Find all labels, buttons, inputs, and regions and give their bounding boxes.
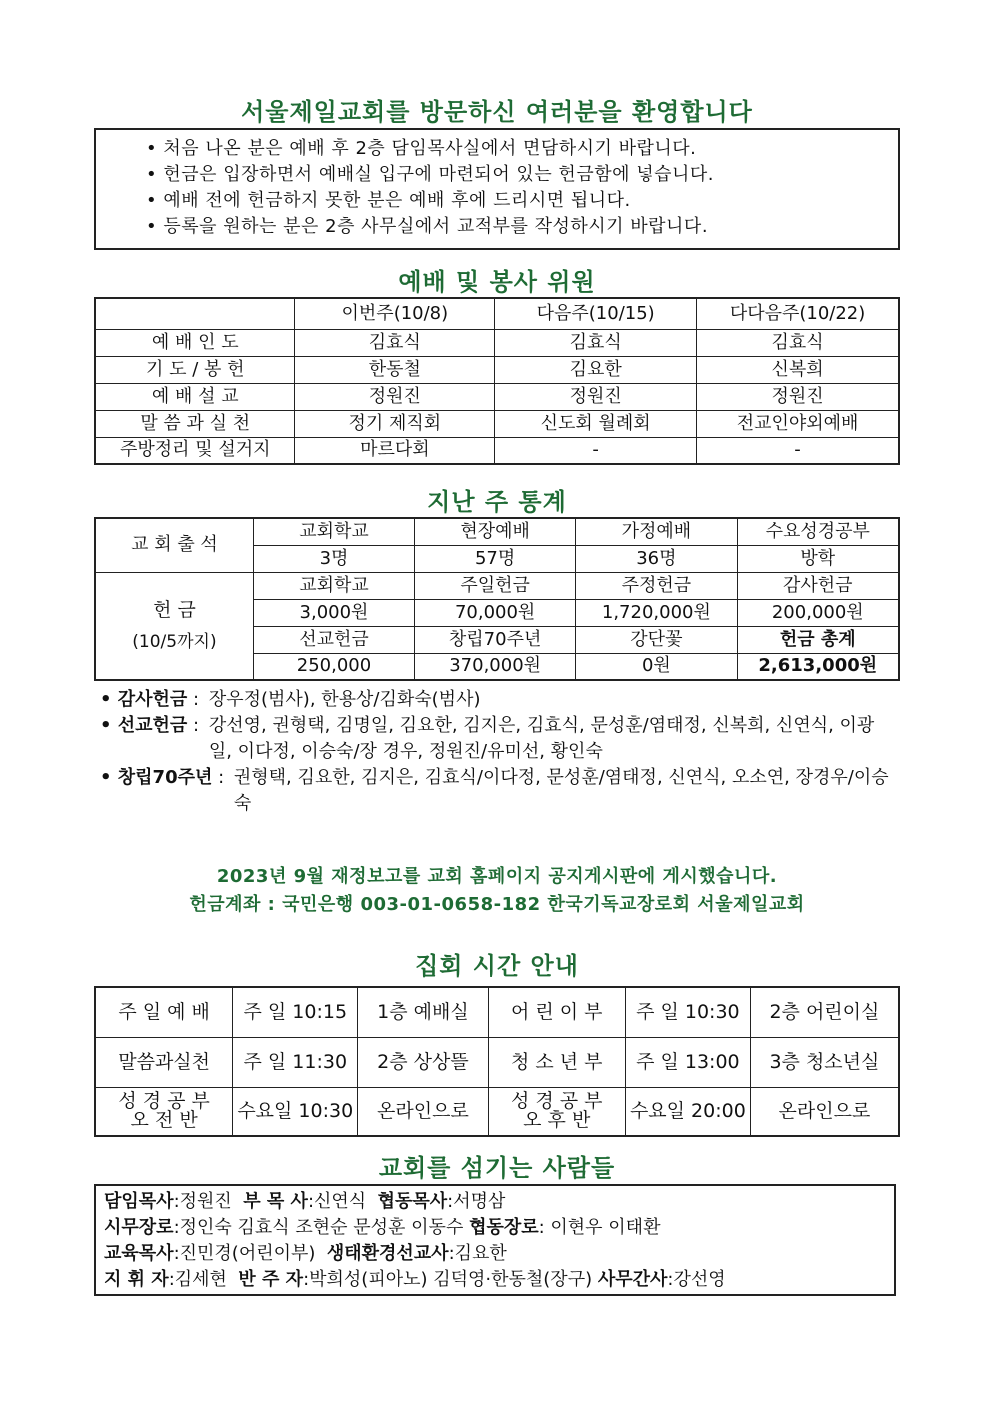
worship-cell: 김요한 <box>495 356 697 383</box>
schedule-cell: 성 경 공 부 오 전 반 <box>95 1087 233 1136</box>
note-sep: : <box>187 689 205 710</box>
worship-cell: 정원진 <box>697 383 899 410</box>
welcome-item: • 등록을 원하는 분은 2층 사무실에서 교적부를 작성하시기 바랍니다. <box>146 214 898 240</box>
worship-cell: 신도회 월례회 <box>495 410 697 437</box>
schedule-cell: 말씀과실천 <box>95 1037 233 1087</box>
schedule-cell: 온라인으로 <box>750 1087 899 1136</box>
stats-cell: 1,720,000원 <box>576 599 737 626</box>
worship-cell: - <box>495 437 697 464</box>
schedule-cell: 1층 예배실 <box>358 987 488 1037</box>
staff-names: :서명삼 <box>447 1191 506 1212</box>
stats-cell: 주일헌금 <box>415 572 576 599</box>
stats-cell: 강단꽃 <box>576 626 737 653</box>
stats-cell: 가정예배 <box>576 518 737 545</box>
staff-role: 부 목 사 <box>243 1191 308 1212</box>
note-sep: : <box>187 715 205 736</box>
note-row <box>100 687 906 713</box>
note-text: 권형택, 김요한, 김지은, 김효식/이다정, 문성훈/염태정, 신연식, 오소연, 장경우/이승숙 <box>233 767 889 814</box>
offering-total-value: 2,613,000원 <box>737 653 899 680</box>
worship-cell: 한동철 <box>295 356 495 383</box>
worship-role: 주방정리 및 설거지 <box>95 437 295 464</box>
worship-cell: 신복희 <box>697 356 899 383</box>
worship-title: 예배 및 봉사 위원 <box>398 268 596 296</box>
stats-cell: 57명 <box>415 545 576 572</box>
stats-table <box>94 517 900 681</box>
staff-line <box>104 1267 886 1293</box>
offering-label: 헌 금 <box>153 598 196 621</box>
worship-header: 다음주(10/15) <box>495 298 697 329</box>
worship-header <box>95 298 295 329</box>
worship-cell: 정기 제직회 <box>295 410 495 437</box>
stats-cell: 현장예배 <box>415 518 576 545</box>
schedule-cell: 2층 상상뜰 <box>358 1037 488 1087</box>
staff-role: 교육목사 <box>104 1243 174 1264</box>
staff-names: :김요한 <box>448 1243 507 1264</box>
stats-cell: 선교헌금 <box>253 626 414 653</box>
stats-cell: 0원 <box>576 653 737 680</box>
note-sep: : <box>212 767 230 788</box>
note-text: 강선영, 권형택, 김명일, 김요한, 김지은, 김효식, 문성훈/염태정, 신복희, 신연식, 이광일, 이다정, 이승숙/장 경우, 정원진/유미선, 황인숙 <box>208 715 875 762</box>
worship-row <box>95 437 899 464</box>
welcome-item: • 헌금은 입장하면서 예배실 입구에 마련되어 있는 헌금함에 넣습니다. <box>146 162 898 188</box>
staff-role: 협동목사 <box>377 1191 448 1212</box>
note-text: 장우정(범사), 한용상/김화숙(범사) <box>208 689 481 710</box>
stats-cell: 200,000원 <box>737 599 899 626</box>
worship-row <box>95 383 899 410</box>
stats-cell: 3명 <box>253 545 414 572</box>
stats-cell: 교회학교 <box>253 572 414 599</box>
staff-role: 지 휘 자 <box>104 1269 169 1290</box>
staff-names: :진민경(어린이부) <box>173 1243 327 1264</box>
staff-role: 담임목사 <box>104 1191 174 1212</box>
staff-role: 시무장로 <box>104 1217 174 1238</box>
schedule-cell: 주 일 13:00 <box>625 1037 750 1087</box>
stats-cell: 방학 <box>737 545 899 572</box>
stats-cell: 수요성경공부 <box>737 518 899 545</box>
staff-role: 협동장로 <box>469 1217 539 1238</box>
staff-names: :신연식 <box>307 1191 378 1212</box>
worship-cell: 전교인야외예배 <box>697 410 899 437</box>
schedule-row <box>95 987 899 1037</box>
staff-role: 반 주 자 <box>238 1269 304 1290</box>
schedule-table <box>94 986 900 1137</box>
note-label: • 창립70주년 <box>100 767 213 788</box>
stats-cell: 370,000원 <box>415 653 576 680</box>
staff-names: :정인숙 김효식 조현순 문성훈 이동수 <box>173 1217 470 1238</box>
attendance-label: 교 회 출 석 <box>95 518 253 572</box>
bank-account-notice: 헌금계좌 : 국민은행 003-01-0658-182 한국기독교장로회 서울제일교회 <box>189 894 805 915</box>
schedule-cell: 2층 어린이실 <box>750 987 899 1037</box>
note-label: • 감사헌금 <box>100 689 188 710</box>
finance-report-notice: 2023년 9월 재정보고를 교회 홈페이지 공지게시판에 게시했습니다. <box>216 866 778 887</box>
welcome-item: • 처음 나온 분은 예배 후 2층 담임목사실에서 면담하시기 바랍니다. <box>146 136 898 162</box>
staff-line <box>104 1241 886 1267</box>
stats-cell: 70,000원 <box>415 599 576 626</box>
stats-cell: 250,000 <box>253 653 414 680</box>
worship-cell: 정원진 <box>295 383 495 410</box>
stats-cell: 주정헌금 <box>576 572 737 599</box>
schedule-cell: 3층 청소년실 <box>750 1037 899 1087</box>
worship-table <box>94 297 900 465</box>
worship-row <box>95 356 899 383</box>
schedule-cell: 주 일 10:15 <box>233 987 358 1037</box>
schedule-row <box>95 1037 899 1087</box>
schedule-title: 집회 시간 안내 <box>415 952 579 980</box>
worship-cell: 김효식 <box>295 329 495 356</box>
schedule-cell: 주 일 예 배 <box>95 987 233 1037</box>
stats-cell: 창립70주년 <box>415 626 576 653</box>
staff-names: :김세현 <box>168 1269 239 1290</box>
staff-role: 사무간사 <box>597 1269 668 1290</box>
worship-cell: 김효식 <box>697 329 899 356</box>
welcome-title: 서울제일교회를 방문하신 여러분을 환영합니다 <box>241 98 753 126</box>
worship-cell: 김효식 <box>495 329 697 356</box>
staff-names: :정원진 <box>173 1191 244 1212</box>
schedule-row <box>95 1087 899 1136</box>
offering-total-label: 헌금 총계 <box>737 626 899 653</box>
schedule-cell: 성 경 공 부 오 후 반 <box>488 1087 625 1136</box>
worship-row <box>95 329 899 356</box>
worship-cell: 정원진 <box>495 383 697 410</box>
schedule-cell: 주 일 10:30 <box>625 987 750 1037</box>
note-label: • 선교헌금 <box>100 715 188 736</box>
staff-names: :강선영 <box>667 1269 726 1290</box>
worship-header: 이번주(10/8) <box>295 298 495 329</box>
note-row <box>100 713 906 765</box>
welcome-box <box>94 128 900 250</box>
offering-notes <box>100 687 906 817</box>
offering-sub: (10/5까지) <box>132 631 217 652</box>
worship-role: 예 배 인 도 <box>95 329 295 356</box>
people-title: 교회를 섬기는 사람들 <box>378 1154 616 1182</box>
schedule-cell: 수요일 20:00 <box>625 1087 750 1136</box>
schedule-cell: 수요일 10:30 <box>233 1087 358 1136</box>
offering-label-cell <box>95 572 253 680</box>
staff-names: : 이현우 이태환 <box>538 1217 661 1238</box>
worship-role: 예 배 설 교 <box>95 383 295 410</box>
schedule-cell: 어 린 이 부 <box>488 987 625 1037</box>
people-box <box>94 1184 896 1296</box>
schedule-cell: 청 소 년 부 <box>488 1037 625 1087</box>
worship-role: 기 도 / 봉 헌 <box>95 356 295 383</box>
welcome-item: • 예배 전에 헌금하지 못한 분은 예배 후에 드리시면 됩니다. <box>146 188 898 214</box>
worship-cell: - <box>697 437 899 464</box>
staff-line <box>104 1189 886 1215</box>
staff-role: 생태환경선교사 <box>326 1243 449 1264</box>
stats-cell: 감사헌금 <box>737 572 899 599</box>
worship-header: 다다음주(10/22) <box>697 298 899 329</box>
schedule-cell: 주 일 11:30 <box>233 1037 358 1087</box>
staff-names: :박희성(피아노) 김덕영·한동철(장구) <box>303 1269 598 1290</box>
worship-cell: 마르다회 <box>295 437 495 464</box>
stats-title: 지난 주 통계 <box>427 488 567 516</box>
stats-cell: 36명 <box>576 545 737 572</box>
worship-row <box>95 410 899 437</box>
staff-line <box>104 1215 886 1241</box>
schedule-cell: 온라인으로 <box>358 1087 488 1136</box>
stats-cell: 교회학교 <box>253 518 414 545</box>
stats-cell: 3,000원 <box>253 599 414 626</box>
worship-role: 말 씀 과 실 천 <box>95 410 295 437</box>
note-row <box>100 765 906 817</box>
